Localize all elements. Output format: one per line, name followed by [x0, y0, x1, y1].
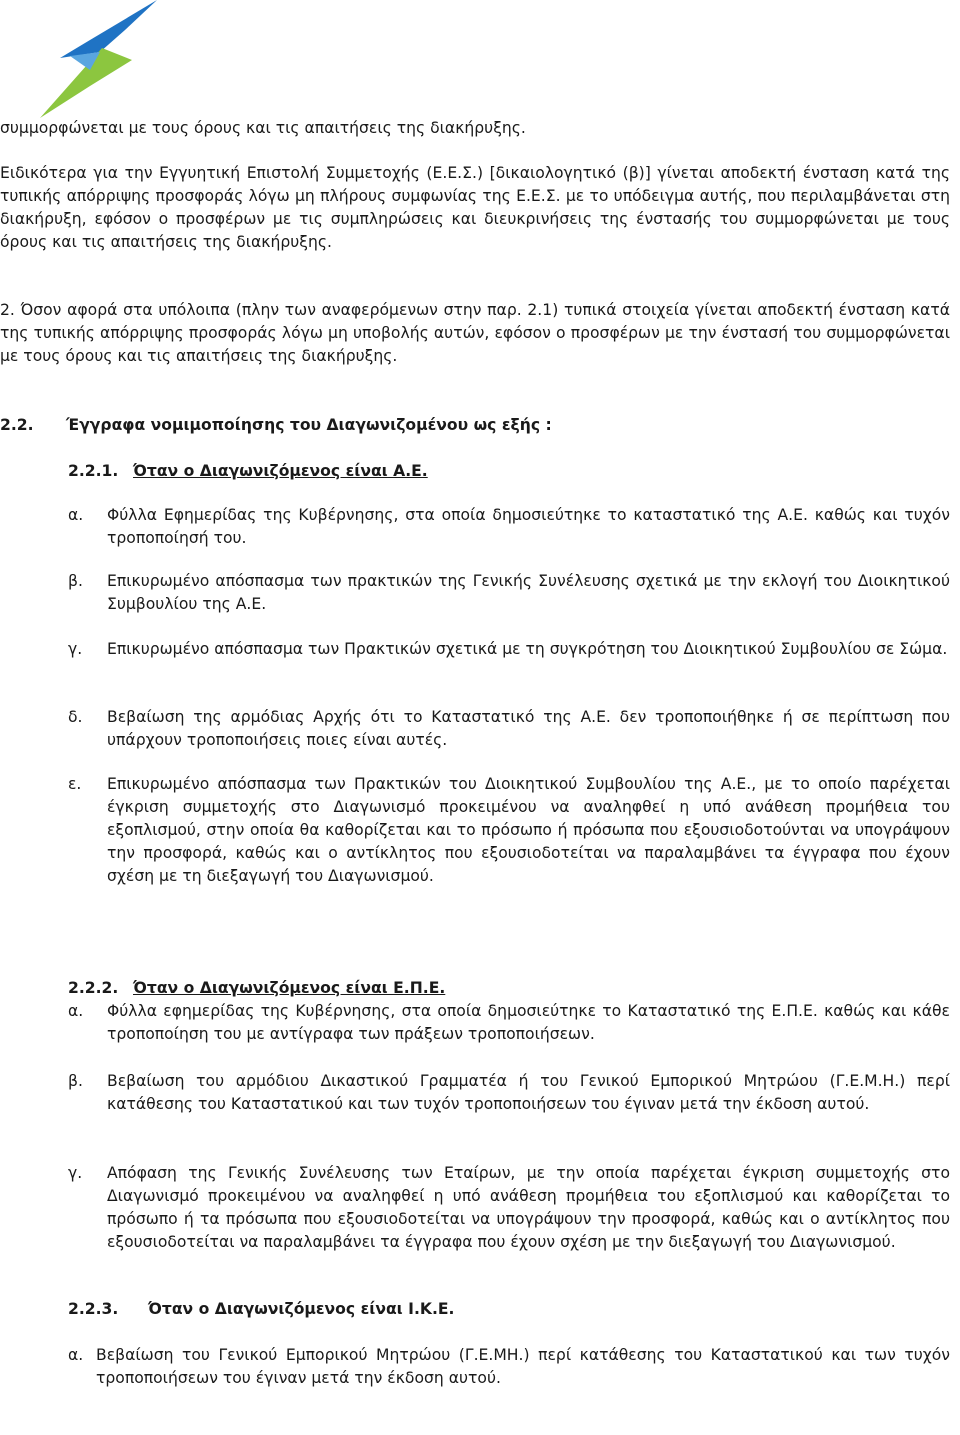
section-2-2-1-title: Όταν ο Διαγωνιζόμενος είναι Α.Ε. — [133, 462, 428, 480]
section-2-2-title: Έγγραφα νομιμοποίησης του Διαγωνιζομένου ως εξής : — [66, 416, 552, 434]
logo-blue-shape — [60, 0, 157, 58]
company-logo — [30, 0, 162, 118]
list-item-mark: α. — [68, 1346, 84, 1364]
list-item-text: Φύλλα εφημερίδας της Κυβέρνησης, στα οποία δημοσιεύτηκε το Καταστατικό της Ε.Π.Ε. καθώς και κάθε τροποποίηση του με αντίγραφα των πράξεων τροποποιήσεων. — [107, 1002, 950, 1043]
eee-paragraph: Ειδικότερα για την Εγγυητική Επιστολή Συμμετοχής (Ε.Ε.Σ.) [δικαιολογητικό (β)] γίνεται αποδεκτή ένσταση κατά της τυπικής απόρριψης προσφοράς λόγω μη πλήρους συμφωνίας της Ε.Ε.Σ. με το υπόδειγμα αυτής, που περιλαμβάνεται στη διακήρυξη, εφόσον ο προσφέρων με τις συμπληρώσεις και διευκρινήσεις της ένστασής του συμμορφώνεται με τους όρους και τις απαιτήσεις της διακήρυξης. — [0, 164, 950, 251]
list-item — [68, 638, 950, 684]
list-item-text: Απόφαση της Γενικής Συνέλευσης των Εταίρων, με την οποία παρέχεται έγκριση συμμετοχής στο Διαγωνισμό προκειμένου να αναληφθεί η υπό ανάθεση προμήθεια του εξοπλισμού και καθορίζεται το πρόσωπο ή τα πρόσωπα που εξουσιοδοτείται να υπογράψουν την προσφορά, καθώς και ο αντίκλητος που εξουσιοδοτείται να παραλαμβάνει τα έγγραφα που έχουν σχέση με την διεξαγωγή του Διαγωνισμού. — [107, 1164, 950, 1251]
list-item-mark: γ. — [68, 1164, 83, 1182]
list-item — [68, 773, 950, 913]
section-2-2-2-title: Όταν ο Διαγωνιζόμενος είναι Ε.Π.Ε. — [133, 979, 446, 997]
list-item — [68, 1344, 950, 1390]
list-item-text: Επικυρωμένο απόσπασμα των Πρακτικών σχετικά με τη συγκρότηση του Διοικητικού Συμβουλίου σε Σώμα. — [107, 640, 948, 658]
list-item — [68, 1070, 950, 1140]
list-item-text: Βεβαίωση του αρμόδιου Δικαστικού Γραμματέα ή του Γενικού Εμπορικού Μητρώου (Γ.Ε.Μ.Η.) περί κατάθεσης του Καταστατικού και των τυχόν τροποποιήσεων του έγιναν μετά την έκδοση αυτού. — [107, 1072, 950, 1113]
list-item-mark: β. — [68, 1072, 83, 1090]
section-2-2-2-number: 2.2.2. — [68, 979, 119, 997]
section-2-2-3-number: 2.2.3. — [68, 1300, 119, 1318]
intro-paragraph-end: συμμορφώνεται με τους όρους και τις απαιτήσεις της διακήρυξης. — [0, 119, 526, 137]
section-2-2-3-title: Όταν ο Διαγωνιζόμενος είναι Ι.Κ.Ε. — [148, 1300, 455, 1318]
list-item — [68, 1162, 950, 1278]
list-item-mark: β. — [68, 572, 83, 590]
list-item-text: Βεβαίωση της αρμόδιας Αρχής ότι το Καταστατικό της Α.Ε. δεν τροποποιήθηκε ή σε περίπτωση που υπάρχουν τροποποιήσεις ποιες είναι αυτές. — [107, 708, 950, 749]
paragraph-2: 2. Όσον αφορά στα υπόλοιπα (πλην των αναφερόμενων στην παρ. 2.1) τυπικά στοιχεία γίνεται αποδεκτή ένσταση κατά της τυπικής απόρριψης προσφοράς λόγω μη υποβολής αυτών, εφόσον ο προσφέρων με την ένστασή του συμμορφώνεται με τους όρους και τις απαιτήσεις της διακήρυξης. — [0, 301, 950, 365]
list-item-text: Επικυρωμένο απόσπασμα των πρακτικών της Γενικής Συνέλευσης σχετικά με την εκλογή του Διοικητικού Συμβουλίου της Α.Ε. — [107, 572, 950, 613]
section-2-2-number: 2.2. — [0, 416, 34, 434]
list-item — [68, 1000, 950, 1046]
list-item — [68, 706, 950, 752]
list-item-mark: α. — [68, 1002, 84, 1020]
list-item-mark: δ. — [68, 708, 83, 726]
list-item-text: Βεβαίωση του Γενικού Εμπορικού Μητρώου (Γ.Ε.ΜΗ.) περί κατάθεσης του Καταστατικού και των τυχόν τροποποιήσεων του έγιναν μετά την έκδοση αυτού. — [96, 1346, 950, 1387]
list-item-mark: ε. — [68, 775, 82, 793]
list-item — [68, 570, 950, 616]
list-item-text: Φύλλα Εφημερίδας της Κυβέρνησης, στα οποία δημοσιεύτηκε το καταστατικό της Α.Ε. καθώς και τυχόν τροποποίησή του. — [107, 506, 950, 547]
section-2-2-1-number: 2.2.1. — [68, 462, 119, 480]
list-item-text: Επικυρωμένο απόσπασμα των Πρακτικών του Διοικητικού Συμβουλίου της Α.Ε., με το οποίο παρέχεται έγκριση συμμετοχής στο Διαγωνισμό προκειμένου να αναληφθεί η υπό ανάθεση προμήθεια του εξοπλισμού, στην οποία θα καθορίζεται και το πρόσωπο ή πρόσωπα που εξουσιοδοτούνται να υπογράψουν την προσφορά, καθώς και ο αντίκλητος που εξουσιοδοτείται να παραλαμβάνει τα έγγραφα που έχουν σχέση με τη διεξαγωγή του Διαγωνισμού. — [107, 775, 950, 885]
list-item-mark: γ. — [68, 640, 83, 658]
list-item-mark: α. — [68, 506, 84, 524]
list-item — [68, 504, 950, 550]
